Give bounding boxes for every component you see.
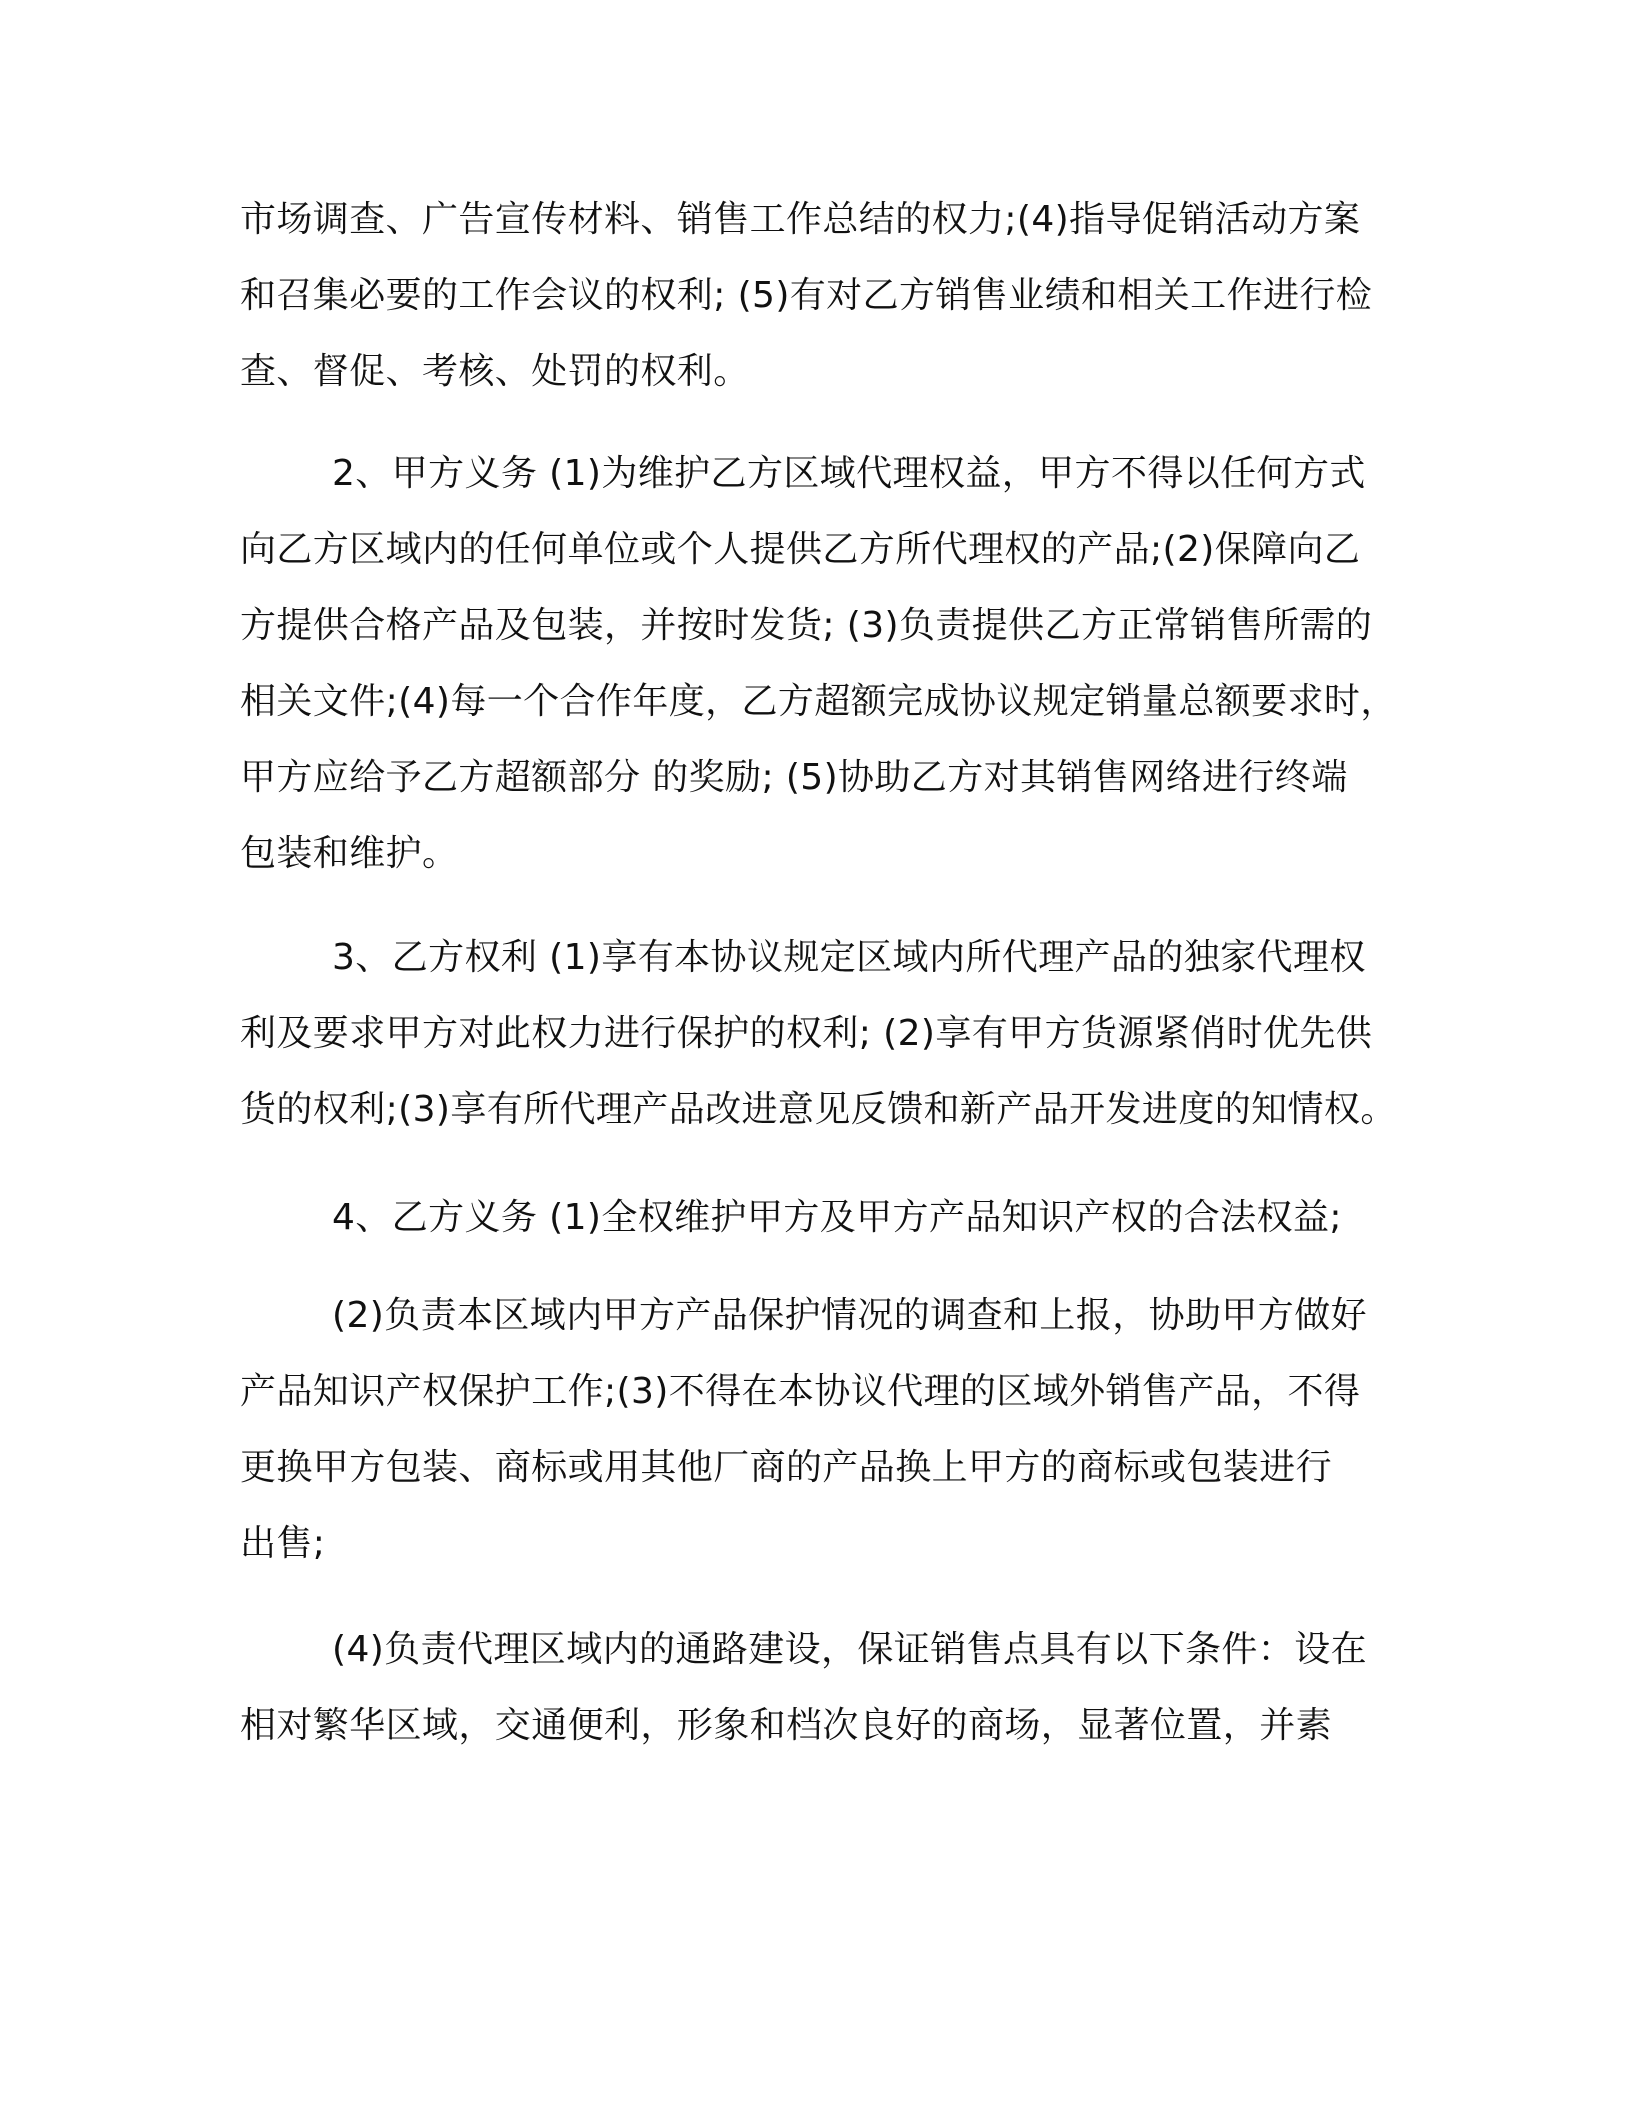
paragraph-line: 甲方应给予乙方超额部分 的奖励; (5)协助乙方对其销售网络进行终端: [240, 757, 1348, 798]
paragraph-line: 3、乙方权利 (1)享有本协议规定区域内所代理产品的独家代理权: [332, 937, 1366, 978]
paragraph-line: (2)负责本区域内甲方产品保护情况的调查和上报，协助甲方做好: [332, 1295, 1367, 1336]
paragraph-line: 和召集必要的工作会议的权利; (5)有对乙方销售业绩和相关工作进行检: [240, 275, 1373, 316]
paragraph-line: 方提供合格产品及包装，并按时发货; (3)负责提供乙方正常销售所需的: [240, 605, 1373, 646]
paragraph-line: 货的权利;(3)享有所代理产品改进意见反馈和新产品开发进度的知情权。: [240, 1089, 1397, 1130]
paragraph-line: 出售;: [240, 1523, 326, 1564]
paragraph-line: 查、督促、考核、处罚的权利。: [240, 351, 750, 392]
paragraph-line: 包装和维护。: [240, 833, 459, 874]
paragraph-line: 向乙方区域内的任何单位或个人提供乙方所代理权的产品;(2)保障向乙: [240, 529, 1361, 570]
paragraph-line: 相关文件;(4)每一个合作年度，乙方超额完成协议规定销量总额要求时，: [240, 681, 1397, 722]
paragraph-line: 2、甲方义务 (1)为维护乙方区域代理权益，甲方不得以任何方式: [332, 453, 1366, 494]
paragraph-line: 4、乙方义务 (1)全权维护甲方及甲方产品知识产权的合法权益;: [332, 1197, 1342, 1238]
paragraph-line: 产品知识产权保护工作;(3)不得在本协议代理的区域外销售产品，不得: [240, 1371, 1361, 1412]
paragraph-line: 利及要求甲方对此权力进行保护的权利; (2)享有甲方货源紧俏时优先供: [240, 1013, 1373, 1054]
paragraph-line: 市场调查、广告宣传材料、销售工作总结的权力;(4)指导促销活动方案: [240, 199, 1361, 240]
paragraph-line: 相对繁华区域，交通便利，形象和档次良好的商场，显著位置，并素: [240, 1705, 1333, 1746]
paragraph-line: (4)负责代理区域内的通路建设，保证销售点具有以下条件：设在: [332, 1629, 1367, 1670]
paragraph-line: 更换甲方包装、商标或用其他厂商的产品换上甲方的商标或包装进行: [240, 1447, 1333, 1488]
